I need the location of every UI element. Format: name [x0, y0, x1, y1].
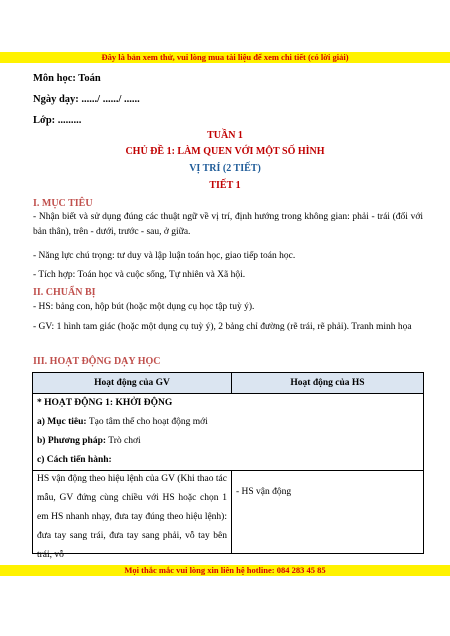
- goal-line: [37, 415, 208, 430]
- section-activities-title: III. HOẠT ĐỘNG DẠY HỌC: [33, 356, 161, 367]
- steps-label: c) Cách tiến hành:: [37, 455, 112, 465]
- teacher-activity-text: HS vận động theo hiệu lệnh của GV (Khi thao tác mẫu, GV đứng cùng chiều với HS hoặc chọn 1 em HS nhanh nhạy, đưa tay đúng theo hiệu lệnh): đưa tay sang trái, đưa tay sang phải, vỗ tay bên trái, vỗ: [37, 474, 227, 560]
- goal-label: a) Mục tiêu:: [37, 417, 87, 427]
- activity-table: [32, 372, 424, 560]
- lesson-heading: VỊ TRÍ (2 TIẾT): [189, 163, 261, 174]
- activity-title: * HOẠT ĐỘNG 1: KHỞI ĐỘNG: [37, 398, 173, 408]
- class-line: Lớp: .........: [33, 115, 82, 126]
- goal-text: Tạo tâm thế cho hoạt động mới: [86, 417, 208, 427]
- hotline-notice: Mọi thắc mắc vui lòng xin liên hệ hotline: 084 283 45 85: [0, 565, 450, 576]
- preview-notice: Đây là bản xem thử, vui lòng mua tài liệu để xem chi tiết (có lời giải): [0, 52, 450, 63]
- header-student-activity: Hoạt động của HS: [290, 378, 365, 388]
- method-text: Trò chơi: [106, 436, 141, 446]
- objective-paragraph: - Nhận biết và sử dụng đúng các thuật ngữ về vị trí, định hướng trong không gian: phải - trái (đối với bản thân), trên - dưới, trước - sau, ở giữa.: [33, 212, 423, 237]
- date-line: Ngày dạy: ....../ ....../ ......: [33, 94, 140, 105]
- section-objectives-title: I. MỤC TIÊU: [33, 198, 93, 209]
- preparation-paragraph: - GV: 1 hình tam giác (hoặc một dụng cụ tuỳ ý), 2 bảng chỉ đường (rẽ trái, rẽ phải). Tranh minh họa: [33, 322, 412, 332]
- header-teacher-activity: Hoạt động của GV: [94, 378, 170, 388]
- method-line: [37, 434, 141, 449]
- column-divider: [231, 373, 232, 393]
- week-heading: TUẦN 1: [207, 130, 243, 141]
- topic-heading: CHỦ ĐỀ 1: LÀM QUEN VỚI MỘT SỐ HÌNH: [125, 146, 325, 157]
- column-divider: [231, 470, 232, 553]
- objective-paragraph: - Năng lực chú trọng: tư duy và lập luận toán học, giao tiếp toán học.: [33, 251, 296, 261]
- subject-line: Môn học: Toán: [33, 73, 101, 84]
- student-activity-text: - HS vận động: [236, 487, 292, 497]
- period-heading: TIẾT 1: [209, 180, 241, 191]
- table-header: [33, 373, 423, 394]
- method-label: b) Phương pháp:: [37, 436, 107, 446]
- preparation-paragraph: - HS: bảng con, hộp bút (hoặc một dụng cụ học tập tuỳ ý).: [33, 302, 255, 312]
- objective-paragraph: - Tích hợp: Toán học và cuộc sống, Tự nhiên và Xã hội.: [33, 270, 246, 280]
- section-preparation-title: II. CHUẨN BỊ: [33, 287, 96, 298]
